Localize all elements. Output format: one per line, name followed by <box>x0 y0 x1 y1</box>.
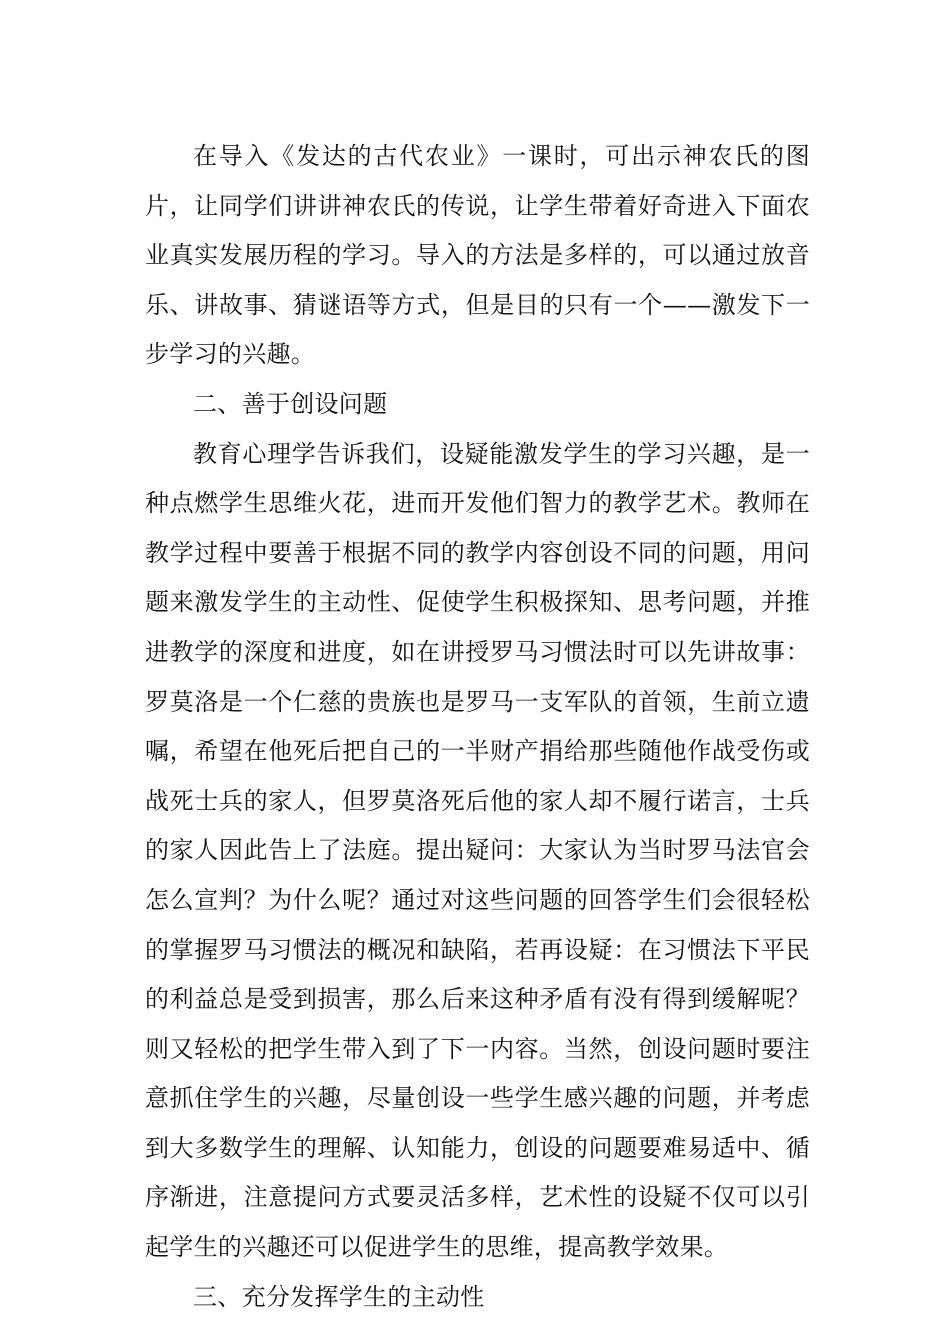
paragraph-create-questions: 教育心理学告诉我们，设疑能激发学生的学习兴趣，是一种点燃学生思维火花，进而开发他们智力的教学艺术。教师在教学过程中要善于根据不同的教学内容创设不同的问题，用问题来激发学生的主动性、促使学生积极探知、思考问题，并推进教学的深度和进度，如在讲授罗马习惯法时可以先讲故事：罗莫洛是一个仁慈的贵族也是罗马一支军队的首领，生前立遗嘱，希望在他死后把自己的一半财产捐给那些随他作战受伤或战死士兵的家人，但罗莫洛死后他的家人却不履行诺言，士兵的家人因此告上了法庭。提出疑问：大家认为当时罗马法官会怎么宣判？为什么呢？通过对这些问题的回答学生们会很轻松的掌握罗马习惯法的概况和缺陷，若再设疑：在习惯法下平民的利益总是受到损害，那么后来这种矛盾有没有得到缓解呢？则又轻松的把学生带入到了下一内容。当然，创设问题时要注意抓住学生的兴趣，尽量创设一些学生感兴趣的问题，并考虑到大多数学生的理解、认知能力，创设的问题要难易适中、循序渐进，注意提问方式要灵活多样，艺术性的设疑不仅可以引起学生的兴趣还可以促进学生的思维，提高教学效果。 <box>145 439 810 1262</box>
paragraph-intro-method: 在导入《发达的古代农业》一课时，可出示神农氏的图片，让同学们讲讲神农氏的传说，让学生带着好奇进入下面农业真实发展历程的学习。导入的方法是多样的，可以通过放音乐、讲故事、猜谜语等方式，但是目的只有一个——激发下一步学习的兴趣。 <box>145 142 810 369</box>
section-heading-2: 二、善于创设问题 <box>193 389 388 418</box>
document-body <box>145 132 810 1322</box>
section-heading-3: 三、充分发挥学生的主动性 <box>193 1282 485 1311</box>
